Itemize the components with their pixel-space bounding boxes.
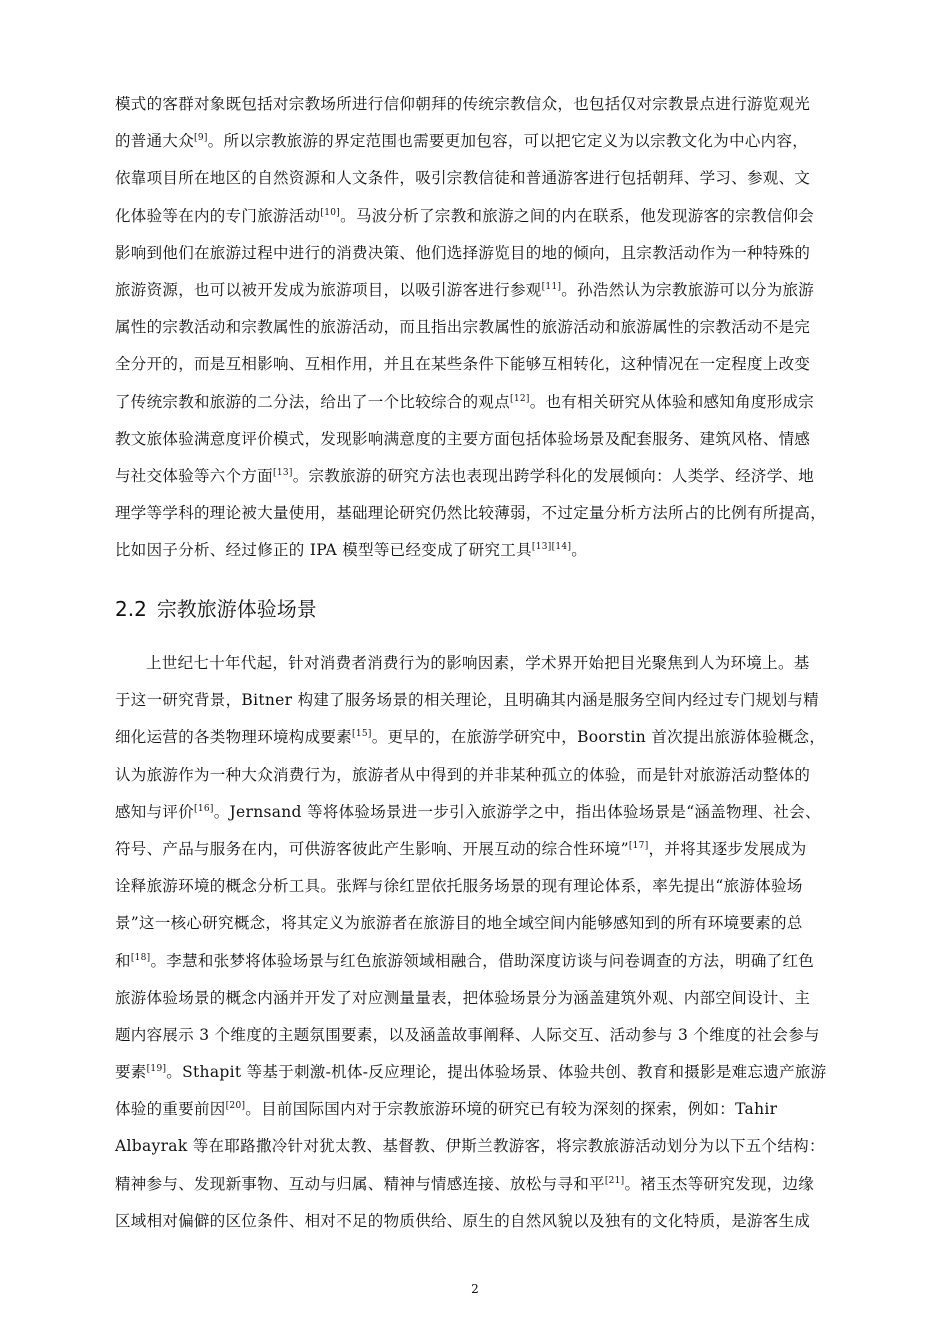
citation-marker: [19] [146,1063,167,1074]
text-line: Albayrak 等在耶路撒冷针对犹太教、基督教、伊斯兰教游客，将宗教旅游活动划分为以下五个结构： [115,1137,825,1156]
paragraph-experience-scene [115,645,855,1240]
citation-marker: [9] [194,133,208,144]
text-line: 影响到他们在旅游过程中进行的消费决策、他们选择游览目的地的倾向，且宗教活动作为一种特殊的 [115,243,811,262]
text-line: 教文旅体验满意度评价模式，发现影响满意度的主要方面包括体验场景及配套服务、建筑风格、情感 [115,429,811,448]
citation-marker: [11] [541,281,562,292]
text-line: 精神参与、发现新事物、互动与归属、精神与情感连接、放松与寻和平[21]。褚玉杰等研究发现，边缘 [115,1174,815,1193]
text-line: 了传统宗教和旅游的二分法，给出了一个比较综合的观点[12]。也有相关研究从体验和感知角度形成宗 [115,392,815,411]
text-line: 比如因子分析、经过修正的 IPA 模型等已经变成了研究工具[13][14]。 [115,541,588,560]
text-line: 的普通大众[9]。所以宗教旅游的界定范围也需要更加包容，可以把它定义为以宗教文化为中心内容， [115,132,809,151]
text-line: 上世纪七十年代起，针对消费者消费行为的影响因素，学术界开始把目光聚焦到人为环境上。基 [146,654,810,672]
text-line: 旅游资源，也可以被开发成为旅游项目，以吸引游客进行参观[11]。孙浩然认为宗教旅游可以分为旅游 [115,280,815,299]
section-number: 2.2 [115,597,147,621]
text-line: 旅游体验场景的概念内涵并开发了对应测量量表，把体验场景分为涵盖建筑外观、内部空间设计、主 [115,988,811,1007]
text-line: 依靠项目所在地区的自然资源和人文条件，吸引宗教信徒和普通游客进行包括朝拜、学习、参观、文 [115,169,811,188]
text-line: 于这一研究背景，Bitner 构建了服务场景的相关理论，且明确其内涵是服务空间内经过专门规划与精 [115,691,819,710]
citation-marker: [12] [510,393,530,404]
text-line: 属性的宗教活动和宗教属性的旅游活动，而且指出宗教属性的旅游活动和旅游属性的宗教活动不是完 [115,318,811,337]
citation-marker: [21] [604,1175,625,1186]
citation-marker: [15] [352,729,372,740]
text-line: 题内容展示 3 个维度的主题氛围要素，以及涵盖故事阐释、人际交互、活动参与 3 个维度的社会参与 [115,1025,820,1044]
citation-marker: [20] [225,1101,246,1112]
text-line: 感知与评价[16]。Jernsand 等将体验场景进一步引入旅游学之中，指出体验场景是“涵盖物理、社会、 [115,802,821,821]
section-title: 宗教旅游体验场景 [156,597,317,621]
text-line: 符号、产品与服务在内，可供游客彼此产生影响、开展互动的综合性环境”[17]，并将其逐步发展成为 [115,839,807,858]
text-line: 与社交体验等六个方面[13]。宗教旅游的研究方法也表现出跨学科化的发展倾向：人类学、经济学、地 [115,466,815,485]
paragraph-religious-tourism-definition [115,86,855,569]
text-line: 模式的客群对象既包括对宗教场所进行信仰朝拜的传统宗教信众，也包括仅对宗教景点进行游览观光 [115,95,811,113]
section-heading [115,594,317,624]
citation-marker: [17] [628,840,649,851]
text-line: 全分开的，而是互相影响、互相作用，并且在某些条件下能够互相转化，这种情况在一定程度上改变 [115,355,811,374]
text-line: 理学等学科的理论被大量使用，基础理论研究仍然比较薄弱，不过定量分析方法所占的比例有所提高， [115,504,827,523]
citation-marker: [10] [320,207,341,218]
text-line: 化体验等在内的专门旅游活动[10]。马波分析了宗教和旅游之间的内在联系，他发现游客的宗教信仰会 [115,206,815,225]
text-line: 细化运营的各类物理环境构成要素[15]。更早的，在旅游学研究中，Boorstin 首次提出旅游体验概念， [115,728,826,747]
citation-marker: [18] [130,952,151,963]
text-line: 认为旅游作为一种大众消费行为，旅游者从中得到的并非某种孤立的体验，而是针对旅游活动整体的 [115,765,811,784]
text-line: 诠释旅游环境的概念分析工具。张辉与徐红罡依托服务场景的现有理论体系，率先提出“旅游体验场 [115,877,803,896]
citation-marker: [14] [551,542,572,553]
citation-marker: [16] [194,803,214,814]
page-number: 2 [471,1282,479,1296]
text-line: 体验的重要前因[20]。目前国际国内对于宗教旅游环境的研究已有较为深刻的探索，例如：Tahir [115,1100,778,1119]
citation-marker: [13] [531,542,552,553]
citation-marker: [13] [273,467,293,478]
text-line: 景”这一核心研究概念，将其定义为旅游者在旅游目的地全域空间内能够感知到的所有环境要素的总 [115,914,803,933]
text-line: 和[18]。李慧和张梦将体验场景与红色旅游领域相融合，借助深度访谈与问卷调查的方法，明确了红色 [115,951,815,970]
text-line: 要素[19]。Sthapit 等基于刺激-机体-反应理论，提出体验场景、体验共创、教育和摄影是难忘遗产旅游 [115,1063,827,1082]
text-line: 区域相对偏僻的区位条件、相对不足的物质供给、原生的自然风貌以及独有的文化特质，是游客生成 [115,1211,811,1230]
